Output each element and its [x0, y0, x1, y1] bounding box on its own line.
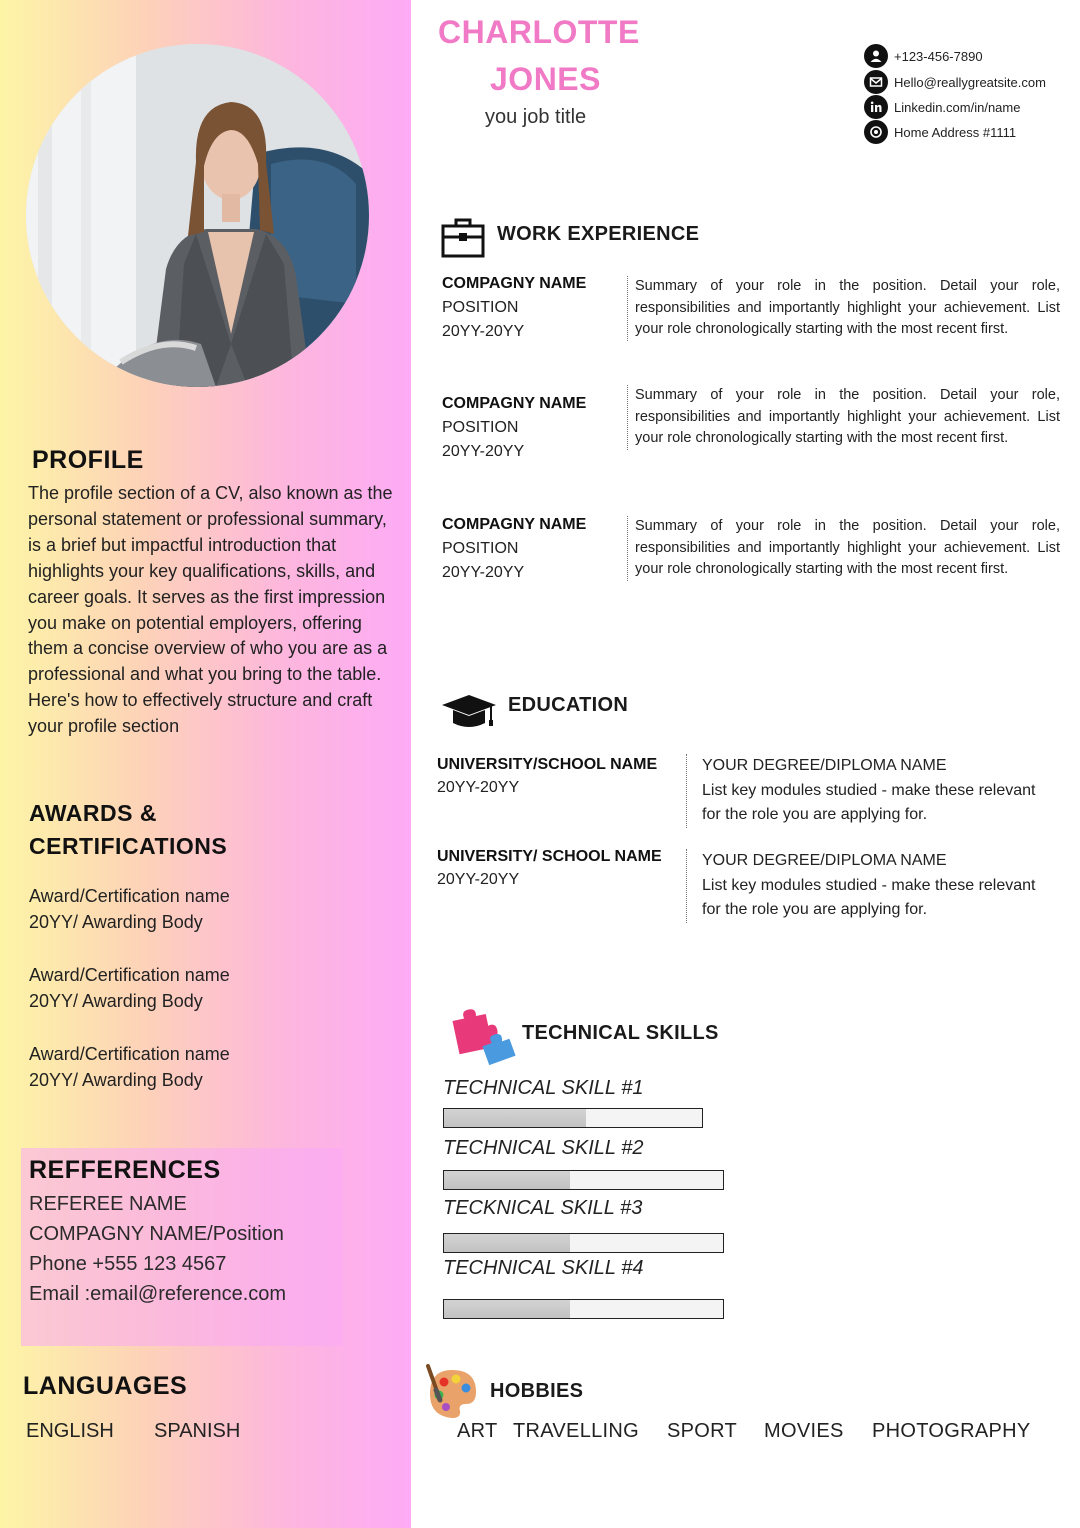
job-years: 20YY-20YY [442, 443, 525, 460]
award-name: Award/Certification name [29, 1044, 230, 1064]
contact-address [864, 120, 1016, 144]
edu-school: UNIVERSITY/ SCHOOL NAME [437, 848, 662, 865]
edu-detail [686, 754, 1046, 828]
mail-icon [864, 70, 888, 94]
job-company: COMPAGNY NAME [442, 395, 587, 412]
job-position: POSITION [442, 419, 519, 436]
skills-heading: TECHNICAL SKILLS [522, 1022, 719, 1044]
edu-degree: YOUR DEGREE/DIPLOMA NAME [702, 757, 947, 774]
language-item: SPANISH [154, 1420, 241, 1442]
location-icon [864, 120, 888, 144]
edu-years: 20YY-20YY [437, 779, 520, 796]
profile-photo [26, 44, 369, 387]
award-name: Award/Certification name [29, 886, 230, 906]
skill-bar [443, 1299, 724, 1319]
skill-fill [444, 1109, 586, 1127]
hobby-item: SPORT [667, 1420, 738, 1442]
job-position: POSITION [442, 540, 519, 557]
skill-bar [443, 1233, 724, 1253]
edu-degree: YOUR DEGREE/DIPLOMA NAME [702, 852, 947, 869]
puzzle-icon [449, 1005, 517, 1067]
education-heading: EDUCATION [508, 694, 629, 716]
skill-bar [443, 1108, 703, 1128]
palette-icon [424, 1364, 480, 1420]
job-years: 20YY-20YY [442, 323, 525, 340]
first-name: CHARLOTTE [438, 14, 640, 50]
award-item [29, 1041, 230, 1093]
job-position: POSITION [442, 299, 519, 316]
hobby-item: TRAVELLING [513, 1420, 639, 1442]
hobby-item: PHOTOGRAPHY [872, 1420, 1031, 1442]
contact-text: Hello@reallygreatsite.com [894, 74, 1046, 90]
hobby-item: MOVIES [764, 1420, 844, 1442]
job-summary: Summary of your role in the position. Detail your role, responsibilities and importantly highlight your achievement. List your role chronologically starting with the most recent first. [627, 516, 1060, 581]
job-company: COMPAGNY NAME [442, 275, 587, 292]
briefcase-icon [441, 216, 485, 258]
contact-text: Home Address #1111 [894, 124, 1017, 140]
award-body: 20YY/ Awarding Body [29, 1070, 203, 1090]
skill-label: TECHNICAL SKILL #4 [443, 1257, 644, 1279]
language-item: ENGLISH [26, 1420, 114, 1442]
languages-heading: LANGUAGES [23, 1372, 188, 1400]
linkedin-icon [864, 95, 888, 119]
referee-email: Email :email@reference.com [29, 1283, 287, 1305]
skill-bar [443, 1170, 724, 1190]
award-item [29, 962, 230, 1014]
hobbies-heading: HOBBIES [490, 1380, 584, 1402]
skill-label: TECHNICAL SKILL #2 [443, 1137, 644, 1159]
graduation-cap-icon [440, 693, 498, 733]
job-years: 20YY-20YY [442, 564, 525, 581]
award-body: 20YY/ Awarding Body [29, 991, 203, 1011]
job-summary: Summary of your role in the position. Detail your role, responsibilities and importantly highlight your achievement. List your role chronologically starting with the most recent first. [627, 276, 1060, 341]
contact-text: +123-456-7890 [894, 48, 983, 64]
skill-fill [444, 1171, 570, 1189]
hobby-item: ART [457, 1420, 498, 1442]
award-item [29, 883, 230, 935]
referee-name: REFEREE NAME [29, 1193, 187, 1215]
edu-years: 20YY-20YY [437, 871, 520, 888]
awards-heading: AWARDS & CERTIFICATIONS [29, 800, 228, 859]
contact-text: Linkedin.com/in/name [894, 99, 1021, 115]
job-company: COMPAGNY NAME [442, 516, 587, 533]
profile-heading: PROFILE [32, 446, 144, 474]
skill-fill [444, 1300, 570, 1318]
job-title: you job title [485, 106, 587, 128]
referee-phone: Phone +555 123 4567 [29, 1253, 227, 1275]
referee-company: COMPAGNY NAME/Position [29, 1223, 284, 1245]
contact-phone [864, 44, 983, 68]
person-icon [864, 44, 888, 68]
profile-text: The profile section of a CV, also known as the personal statement or professional summary, is a brief but impactful introduction that highlights your key qualifications, skills, and career goals. It serves as the first impression you make on potential employers, offering them a concise overview of who you are as a professional and what you bring to the table. Here's how to effectively structure and craft your profile section [28, 483, 393, 737]
job-summary: Summary of your role in the position. Detail your role, responsibilities and importantly highlight your achievement. List your role chronologically starting with the most recent first. [627, 385, 1060, 450]
award-name: Award/Certification name [29, 965, 230, 985]
edu-detail [686, 849, 1046, 923]
award-body: 20YY/ Awarding Body [29, 912, 203, 932]
contact-email[interactable] [864, 70, 1046, 94]
skill-label: TECHNICAL SKILL #1 [443, 1077, 644, 1099]
work-heading: WORK EXPERIENCE [497, 223, 700, 245]
references-heading: REFFERENCES [29, 1156, 221, 1184]
contact-linkedin[interactable] [864, 95, 1020, 119]
skill-fill [444, 1234, 570, 1252]
edu-school: UNIVERSITY/SCHOOL NAME [437, 756, 658, 773]
skill-label: TECKNICAL SKILL #3 [443, 1197, 643, 1219]
edu-modules: List key modules studied - make these relevant for the role you are applying for. [702, 781, 1036, 823]
edu-modules: List key modules studied - make these relevant for the role you are applying for. [702, 876, 1036, 918]
last-name: JONES [490, 61, 601, 97]
